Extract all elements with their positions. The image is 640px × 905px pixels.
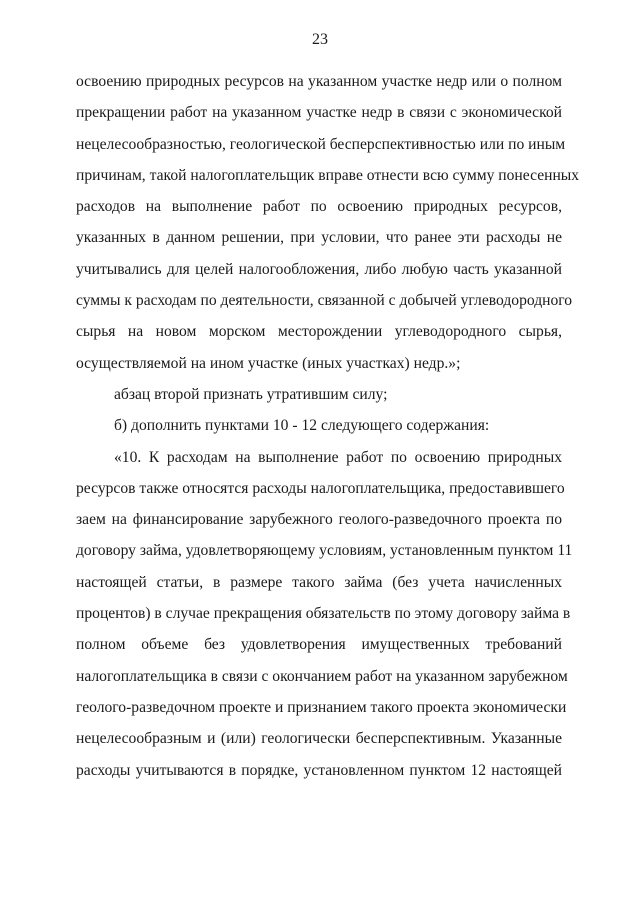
text-line: ресурсов также относятся расходы налогоплательщика, предоставившего (76, 479, 565, 497)
text-line: нецелесообразностью, геологической бесперспективностью или по иным (76, 135, 566, 153)
document-body (76, 66, 580, 786)
text-line: «10. К расходам на выполнение работ по освоению природных (114, 448, 562, 466)
page-number: 23 (312, 31, 328, 48)
text-line: сырья на новом морском месторождении углеводородного сырья, (76, 323, 562, 341)
text-line: настоящей статьи, в размере такого займа (без учета начисленных (76, 573, 562, 591)
text-line: нецелесообразным и (или) геологически бесперспективным. Указанные (76, 730, 562, 748)
text-line: договору займа, удовлетворяющему условиям, установленным пунктом 11 (76, 542, 573, 560)
text-line: полном объеме без удовлетворения имущественных требований (76, 636, 562, 654)
text-line: расходов на выполнение работ по освоению природных ресурсов, (76, 198, 562, 216)
text-line: налогоплательщика в связи с окончанием работ на указанном зарубежном (76, 667, 568, 685)
text-line: указанных в данном решении, при условии, что ранее эти расходы не (76, 229, 562, 247)
text-line: абзац второй признать утратившим силу; (114, 385, 388, 403)
text-line: заем на финансирование зарубежного геолого-разведочного проекта по (76, 511, 562, 529)
text-line: геолого-разведочном проекте и признанием такого проекта экономически (76, 698, 567, 716)
text-line: суммы к расходам по деятельности, связанной с добычей углеводородного (76, 292, 573, 310)
text-line: учитывались для целей налогообложения, либо любую часть указанной (76, 260, 562, 278)
text-line: расходы учитываются в порядке, установленном пунктом 12 настоящей (76, 761, 562, 779)
text-line: освоению природных ресурсов на указанном участке недр или о полном (76, 73, 562, 90)
text-line: прекращении работ на указанном участке недр в связи с экономической (76, 104, 562, 122)
text-line: причинам, такой налогоплательщик вправе отнести всю сумму понесенных (76, 166, 580, 184)
text-line: осуществляемой на ином участке (иных участках) недр.»; (76, 354, 461, 372)
text-line: процентов) в случае прекращения обязательств по этому договору займа в (76, 605, 571, 623)
text-line: б) дополнить пунктами 10 - 12 следующего содержания: (114, 417, 490, 435)
